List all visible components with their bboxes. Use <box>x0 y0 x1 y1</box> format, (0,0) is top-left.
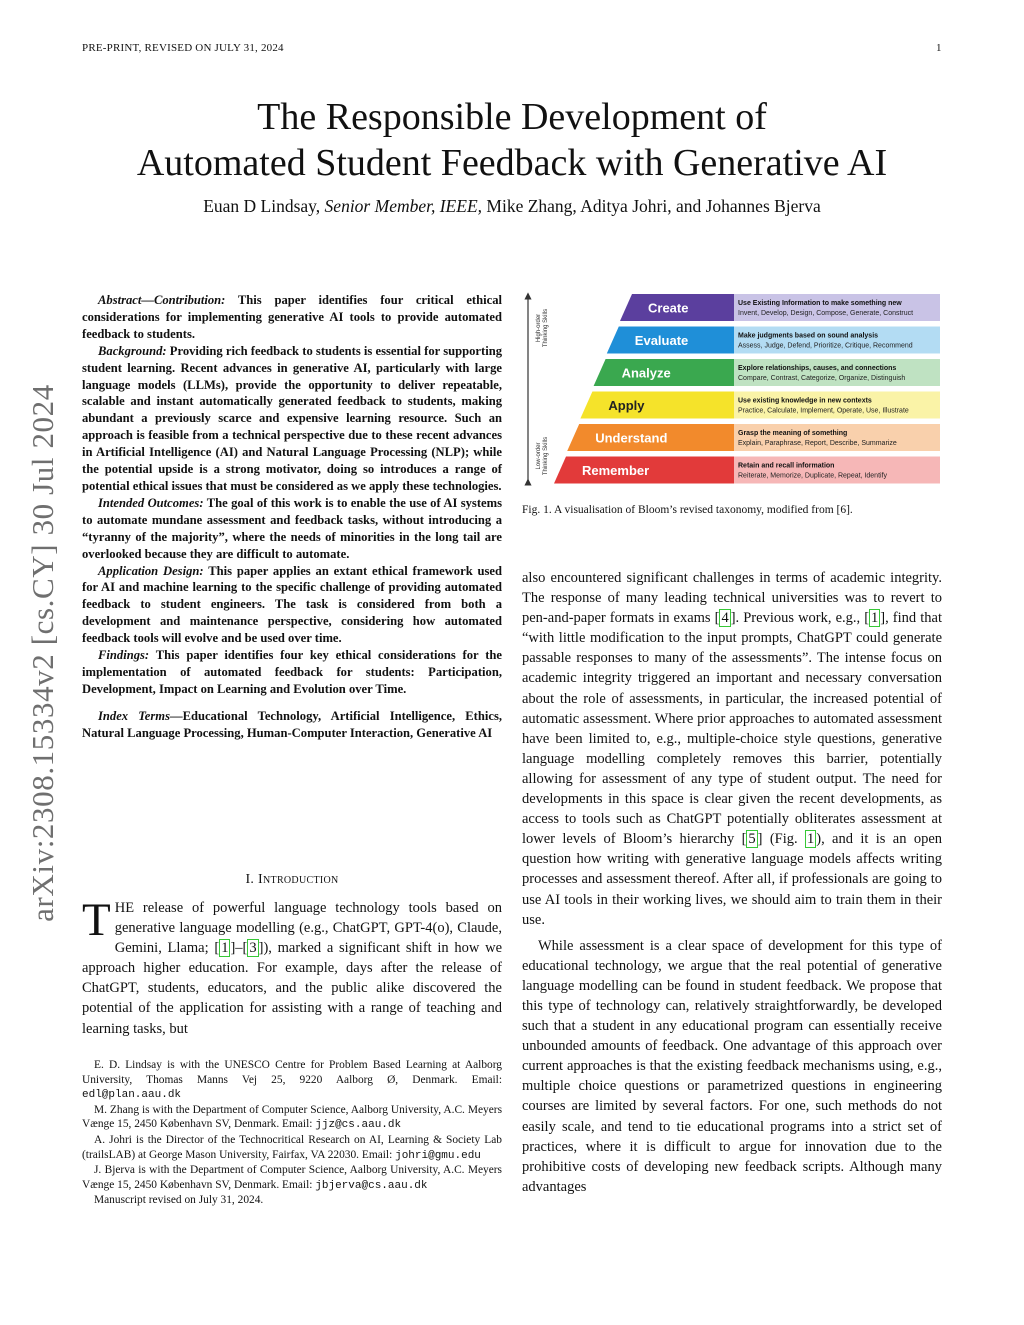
email-johri[interactable]: johri@gmu.edu <box>395 1149 481 1162</box>
level-verbs-analyze: Compare, Contrast, Categorize, Organize, Distinguish <box>738 375 906 382</box>
author-names-rest: Mike Zhang, Aditya Johri, and Johannes Bjerva <box>486 196 821 216</box>
footnote-zhang-text: M. Zhang is with the Department of Computer Science, Aalborg University, A.C. Meyers Vænge 15, 2450 København SV, Denmark. Email: <box>82 1103 502 1131</box>
email-zhang[interactable]: jjz@cs.aau.dk <box>315 1119 402 1132</box>
page-number: 1 <box>936 42 942 54</box>
intro-text-2: ), marked a significant shift in how we approach higher education. For example, days after the release of ChatGPT, students, educators, and the public alike discovered the potential of the application for assisting with a range of teaching and learning tasks, but <box>82 940 502 1037</box>
citation-link-3[interactable]: 3 <box>249 940 257 957</box>
level-verbs-remember: Reiterate, Memorize, Duplicate, Repeat, Identify <box>738 472 888 480</box>
level-name-apply: Apply <box>608 398 645 413</box>
abstract-design-label: Application Design: <box>98 563 204 578</box>
title-line-1: The Responsible Development of <box>257 96 767 138</box>
high-order-label-2: Thinking Skills <box>543 308 549 348</box>
figure-caption: Fig. 1. A visualisation of Bloom’s revised taxonomy, modified from [6]. <box>522 504 853 516</box>
section-title: Introduction <box>258 872 339 887</box>
section-number: I. <box>245 872 255 887</box>
index-terms-label: Index Terms <box>98 708 170 723</box>
email-bjerva[interactable]: jbjerva@cs.aau.dk <box>315 1179 428 1192</box>
right-text-d: ] (Fig. <box>757 831 805 848</box>
level-name-remember: Remember <box>582 463 650 478</box>
right-column-text <box>522 568 942 1197</box>
level-head-evaluate: Make judgments based on sound analysis <box>738 332 879 340</box>
abstract-outcomes-label: Intended Outcomes: <box>98 495 204 510</box>
abstract-contribution <box>82 292 502 343</box>
right-paragraph-1 <box>522 568 942 930</box>
right-text-a: also encountered significant challenges in terms of academic integrity. The response of many leading technical universities was to revert to pen-and-paper formats in exams [ <box>522 570 942 627</box>
level-name-create: Create <box>648 300 689 316</box>
intro-text-1: HE release of powerful language technology tools based on generative language modelling (e.g., ChatGPT, GPT-4(o), Claude, Gemini, Llama; <box>114 900 502 957</box>
citation-link-5[interactable]: 5 <box>748 831 756 848</box>
citation-link-1[interactable]: 1 <box>221 940 229 957</box>
abstract-contribution-label: Abstract—Contribution: <box>98 293 226 307</box>
index-terms-text: —Educational Technology, Artificial Intelligence, Ethics, Natural Language Processing, Human-Computer Interaction, Generative AI <box>82 708 502 740</box>
author-role-1: Senior Member, IEEE, <box>324 196 483 216</box>
abstract-design-text: This paper applies an extant ethical framework used for AI and machine learning to the specific challenge of providing automated feedback to student engineers. The task is considered from both a development and maintenance perspective, considering how automated feedback tools will evolve and be used over time. <box>82 563 503 646</box>
level-head-analyze: Explore relationships, causes, and connections <box>738 365 897 372</box>
author-list <box>0 196 1024 217</box>
level-head-understand: Grasp the meaning of something <box>738 430 848 437</box>
footnote-bjerva-text: J. Bjerva is with the Department of Computer Science, Aalborg University, A.C. Meyers Vænge 15, 2450 København SV, Denmark. Email: <box>82 1164 502 1191</box>
abstract-background-label: Background: <box>98 343 167 358</box>
manuscript-revised: Manuscript revised on July 31, 2024. <box>94 1194 264 1207</box>
right-text-e: ), and it is an open question how writing with generative language models affects writing processes and assessment thereof. After all, if professionals are going to use AI tools in their working lives, we should aim to train them in their use. <box>522 831 943 928</box>
bloom-taxonomy-figure <box>520 286 948 490</box>
high-order-label-1: High-order <box>536 313 542 343</box>
author-name-1: Euan D Lindsay, <box>203 196 321 216</box>
right-paragraph-2: While assessment is a clear space of development for this type of educational technology, we argue that the real potential of generative language modelling can be found in student feedback. We propose that this type of technology can, relatively straightforwardly, be developed such that a student in any educational program can essentially receive unbounded amounts of feedback. One advantage of this approach over current approaches is that the existing feedback mechanisms using, e.g., multiple choice questions or parametrized questions in engineering courses are limited by several factors. For one, such methods do not easily scale, and tend to tie educational programs into a strict set of practices, where it is difficult to argue for innovation due to the prohibitive costs of developing new feedback scripts. Although many advantages <box>522 937 942 1195</box>
email-lindsay[interactable]: edl@plan.aau.dk <box>82 1089 182 1102</box>
footnote-bjerva <box>82 1163 502 1193</box>
footnote-lindsay-text: E. D. Lindsay is with the UNESCO Centre for Problem Based Learning at Aalborg University, Thomas Manns Vej 25, 9220 Aalborg Ø, Denmark. Email: <box>82 1059 502 1086</box>
running-head: PRE-PRINT, REVISED ON JULY 31, 2024 <box>82 42 284 54</box>
index-terms <box>82 708 502 742</box>
abstract-background <box>82 343 502 495</box>
level-verbs-evaluate: Assess, Judge, Defend, Prioritize, Critique, Recommend <box>738 342 913 350</box>
paper-title <box>0 94 1024 186</box>
level-head-remember: Retain and recall information <box>738 462 835 470</box>
figure-link-1[interactable]: 1 <box>807 831 815 848</box>
footnote-johri <box>82 1133 502 1163</box>
abstract-background-text: Providing rich feedback to students is essential for supporting student learning. Recent advances in generative AI, particularly with large language models (LLMs), provide the opportunity to deliver repeatable, scalable and instant automatically generated feedback to students, making abundant a previously scarce and expensive learning resource. Such an approach is feasible from a technical perspective due to these recent advances in Artificial Intelligence (AI) and Natural Language Processing (NLP); while the potential upside is a strong motivator, doing so introduces a range of potential ethical issues that must be considered as we apply these technologies. <box>82 343 502 493</box>
level-name-evaluate: Evaluate <box>634 333 689 348</box>
level-name-understand: Understand <box>595 430 668 446</box>
intro-dash: – <box>235 940 243 957</box>
citation-link-1b[interactable]: 1 <box>871 610 879 627</box>
arxiv-stamp <box>13 358 73 948</box>
footnote-zhang <box>82 1103 502 1133</box>
level-verbs-apply: Practice, Calculate, Implement, Operate, Use, Illustrate <box>738 407 909 415</box>
section-heading <box>82 872 502 888</box>
drop-cap: T <box>82 894 111 946</box>
abstract-outcomes-text: The goal of this work is to enable the use of AI systems to automate mundane assessment and feedback tasks, without introducing a “tyranny of the majority”, where the needs of minorities in the long tail are overlooked because they are difficult to automate. <box>82 495 503 561</box>
arxiv-stamp-text: arXiv:2308.15334v2 [cs.CY] 30 Jul 2024 <box>25 384 60 922</box>
footnote-johri-text: A. Johri is the Director of the Technocritical Research on AI, Learning & Society Lab (trailsLAB) at George Mason University, Fairfax, VA 22030. Email: <box>82 1133 502 1161</box>
right-text-c: ], find that “with little modification to the input prompts, ChatGPT could generate passable responses to many of the assessments”. The intense focus on academic integrity triggered an important and necessary conversation about the role of assessments, in particular, the increased potential of automatic assessment. Where prior approaches to automated assessment have been limited to, e.g., multiple-choice style questions, generative language modelling completely removes this barrier, potentially allowing for assessment of any type of student output. The need for developments in this space is clear given the recent developments, as access to tools such as ChatGPT potentially obliterates assessment at lower levels of Bloom’s hierarchy [ <box>522 610 942 848</box>
title-line-2: Automated Student Feedback with Generative AI <box>136 142 888 184</box>
abstract-findings-text: This paper identifies four key ethical considerations for the implementation of automated feedback for students: Participation, Development, Impact on Learning and Evolution over Time. <box>82 648 502 696</box>
footnotes <box>82 1058 502 1208</box>
level-head-create: Use Existing Information to make something new <box>738 300 902 307</box>
abstract-design <box>82 563 502 648</box>
level-band-apply <box>580 392 734 419</box>
level-verbs-create: Invent, Develop, Design, Compose, Generate, Construct <box>738 310 914 317</box>
right-text-b: ]. Previous work, e.g., [ <box>730 610 870 627</box>
abstract-contribution-text: This paper identifies four critical ethical considerations for implementing generative AI tools to provide automated feedback to students. <box>82 293 503 341</box>
level-name-analyze: Analyze <box>621 365 671 381</box>
footnote-lindsay <box>82 1058 502 1103</box>
abstract-findings-label: Findings: <box>98 648 150 663</box>
level-verbs-understand: Explain, Paraphrase, Report, Describe, Summarize <box>738 440 897 447</box>
abstract-findings <box>82 647 502 698</box>
low-order-label-2: Thinking Skills <box>543 436 549 476</box>
level-head-apply: Use existing knowledge in new contexts <box>738 397 872 405</box>
intro-paragraph: THE release of powerful language technology tools based on generative language modelling (e.g., ChatGPT, GPT-4(o), Claude, Gemini, Llama; [ 1 ]–[ 3 ]), marked a significant shift in how we approach higher education. For example, days after the release of ChatGPT, students, educators, and the public alike discovered the potential of the application for assisting with a range of teaching and learning tasks, but <box>82 894 502 1037</box>
low-order-label-1: Low-order <box>536 442 542 470</box>
taxonomy-levels <box>554 294 940 484</box>
abstract-outcomes <box>82 495 502 563</box>
abstract <box>82 292 502 742</box>
citation-link-4[interactable]: 4 <box>721 610 729 627</box>
